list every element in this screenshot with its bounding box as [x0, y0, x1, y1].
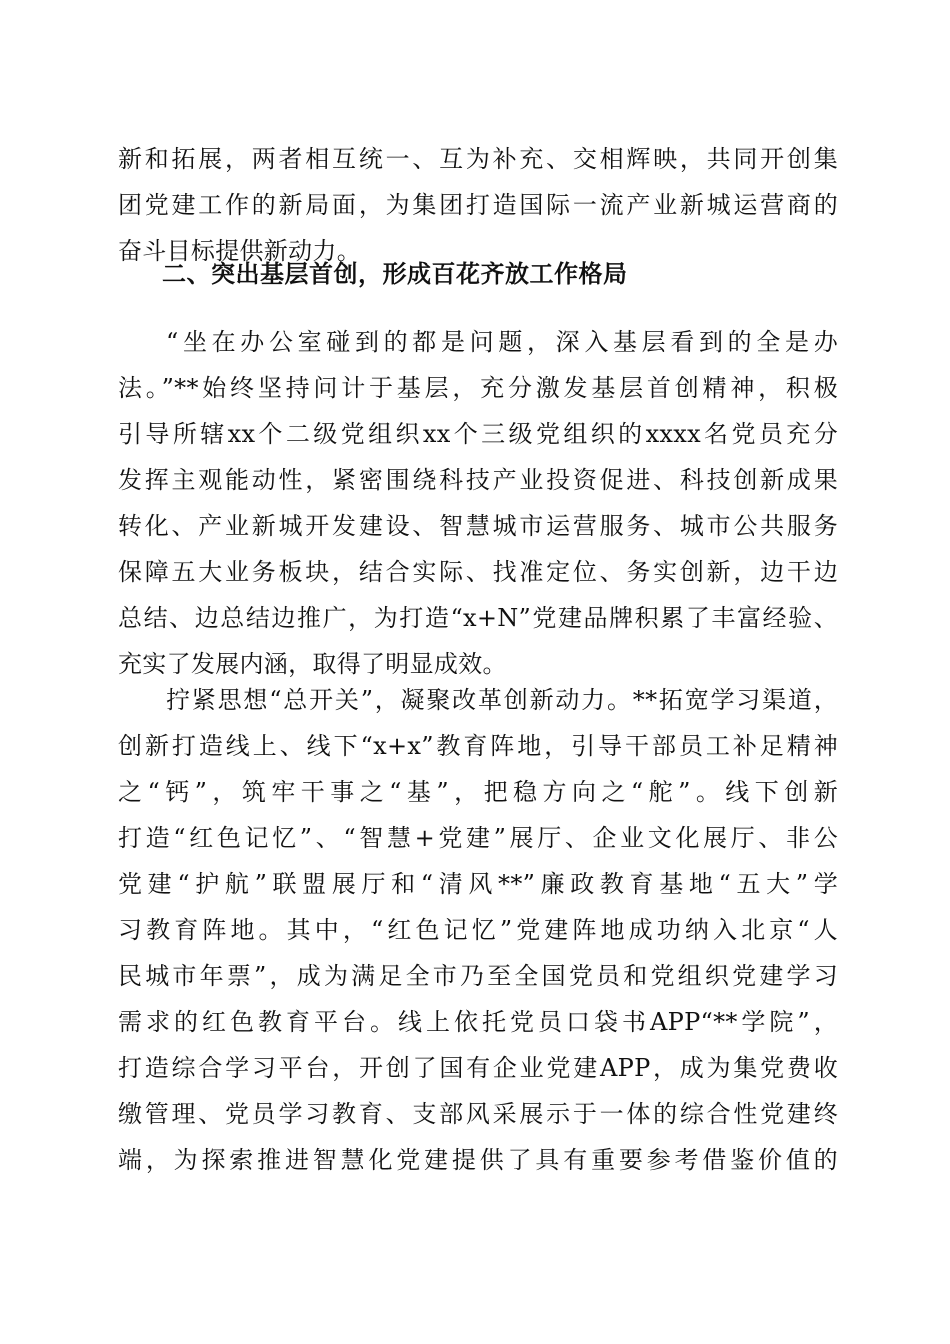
text-line: 团党建工作的新局面，为集团打造国际一流产业新城运营商的	[118, 191, 838, 219]
text-line: 拧紧思想“总开关”，凝聚改革创新动力。**拓宽学习渠道，	[166, 686, 838, 714]
text-line: 习教育阵地。其中，“红色记忆”党建阵地成功纳入北京“人	[118, 916, 838, 944]
text-line: 打造综合学习平台，开创了国有企业党建APP，成为集党费收	[118, 1054, 838, 1082]
text-line: 新和拓展，两者相互统一、互为补充、交相辉映，共同开创集	[118, 145, 838, 173]
text-line: 引导所辖xx个二级党组织xx个三级党组织的xxxx名党员充分	[118, 420, 838, 448]
text-line: 转化、产业新城开发建设、智慧城市运营服务、城市公共服务	[118, 512, 838, 540]
text-line: 奋斗目标提供新动力。	[118, 237, 361, 265]
text-line: 民城市年票”，成为满足全市乃至全国党员和党组织党建学习	[118, 962, 838, 990]
text-line: 创新打造线上、线下“x+x”教育阵地，引导干部员工补足精神	[118, 732, 838, 760]
text-line: 保障五大业务板块，结合实际、找准定位、务实创新，边干边	[118, 558, 838, 586]
section-heading: 二、突出基层首创，形成百花齐放工作格局	[162, 260, 628, 288]
text-line: 缴管理、党员学习教育、支部风采展示于一体的综合性党建终	[118, 1100, 838, 1128]
text-line: 党建“护航”联盟展厅和“清风**”廉政教育基地“五大”学	[118, 870, 838, 898]
text-line: 发挥主观能动性，紧密围绕科技产业投资促进、科技创新成果	[118, 466, 838, 494]
text-line: 之“钙”，筑牢干事之“基”，把稳方向之“舵”。线下创新	[118, 778, 838, 806]
text-line: 法。”**始终坚持问计于基层，充分激发基层首创精神，积极	[118, 374, 838, 402]
text-line: 打造“红色记忆”、“智慧+党建”展厅、企业文化展厅、非公	[118, 824, 838, 852]
text-line: 充实了发展内涵，取得了明显成效。	[118, 650, 507, 678]
paragraph-thought	[118, 677, 838, 1183]
paragraph-grassroots	[118, 319, 838, 687]
text-line: 端，为探索推进智慧化党建提供了具有重要参考借鉴价值的	[118, 1146, 838, 1174]
text-line: “坐在办公室碰到的都是问题，深入基层看到的全是办	[166, 328, 838, 356]
text-line: 需求的红色教育平台。线上依托党员口袋书APP“**学院”，	[118, 1008, 838, 1036]
text-line: 总结、边总结边推广，为打造“x+N”党建品牌积累了丰富经验、	[118, 604, 838, 632]
